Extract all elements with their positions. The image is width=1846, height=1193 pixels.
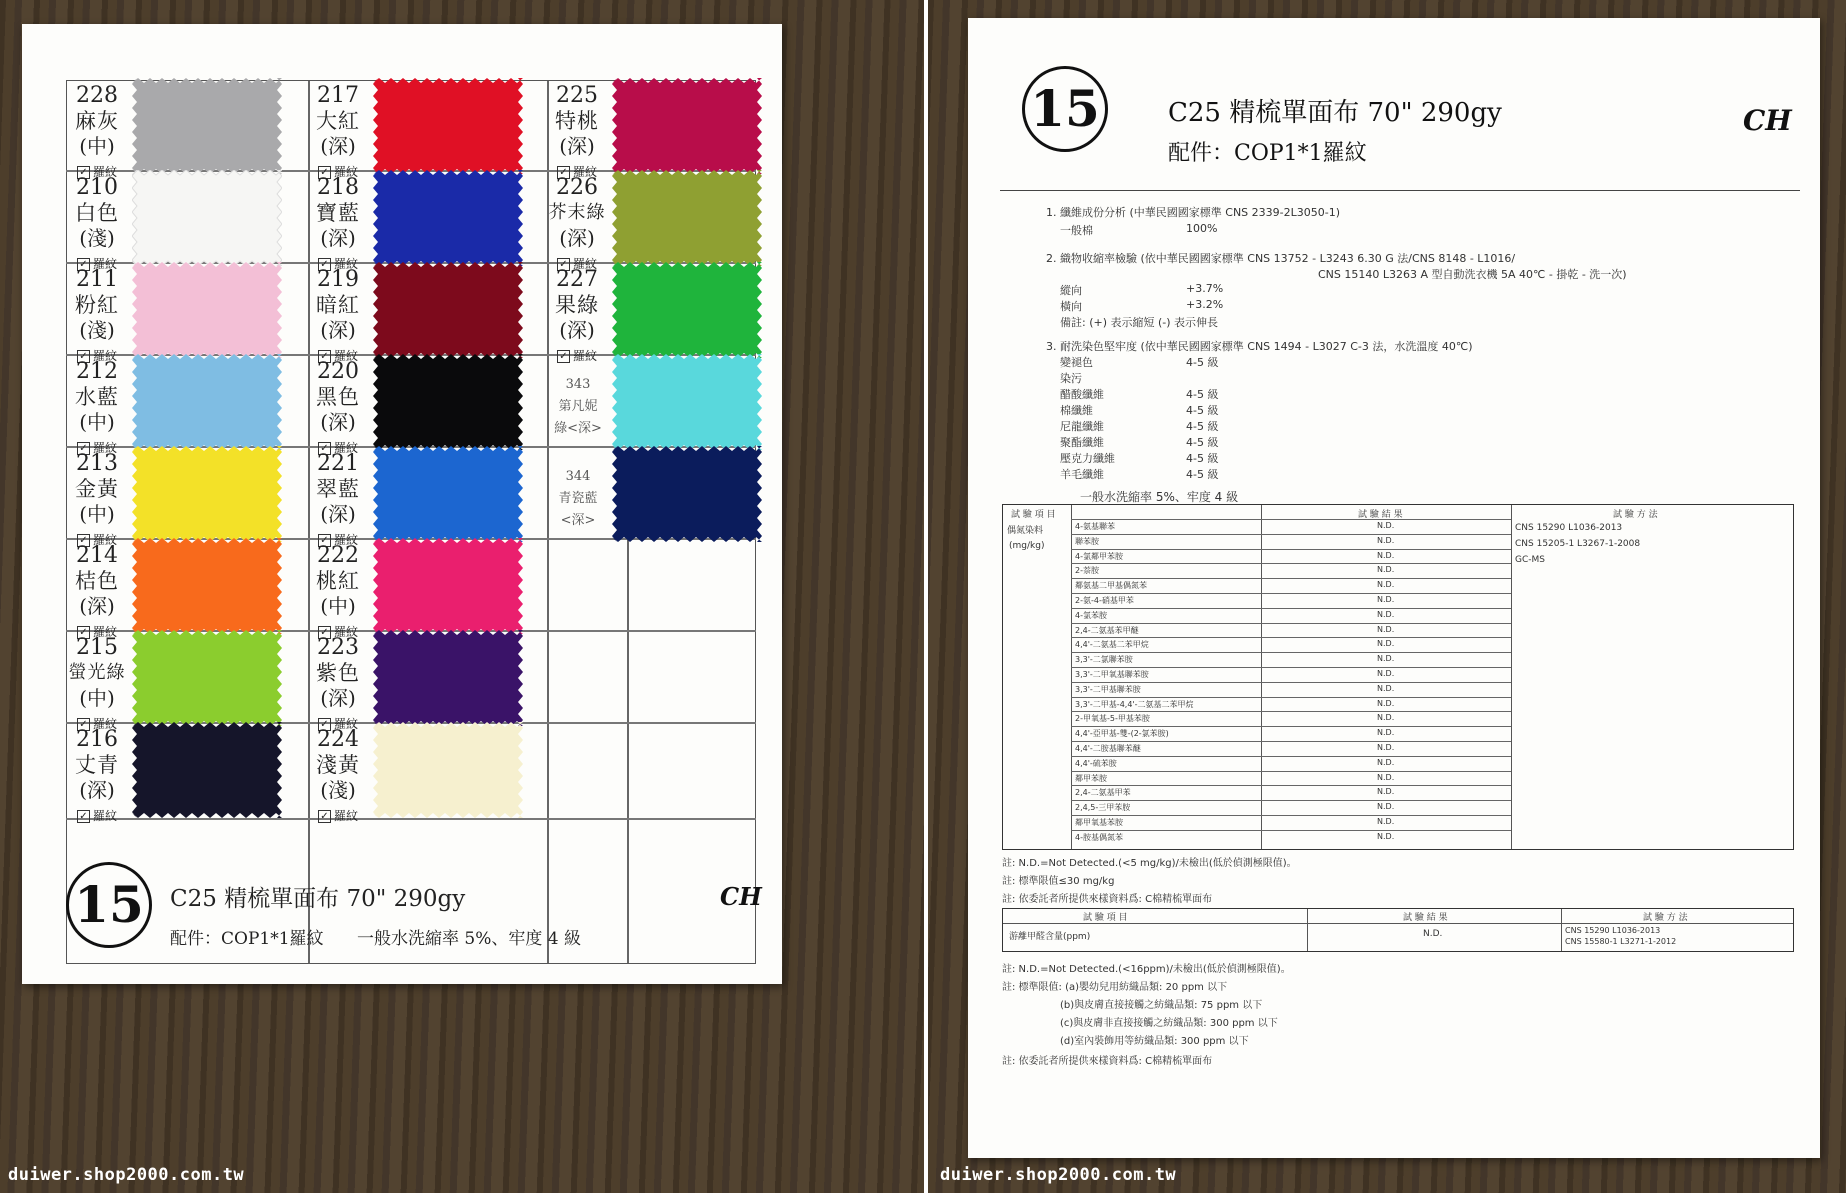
t1-method-0: CNS 15290 L1036-2013 bbox=[1515, 523, 1623, 533]
swatch-name: 暗紅 bbox=[316, 293, 360, 317]
swatch-code: 212 bbox=[76, 359, 118, 384]
table-row bbox=[1071, 608, 1511, 609]
card-title: C25 精梳單面布 70" 290gy bbox=[170, 886, 466, 912]
swatch-tone: (深) bbox=[559, 226, 595, 250]
rib-label: 羅紋 bbox=[572, 349, 597, 363]
swatch-228 bbox=[132, 78, 282, 174]
checkbox-icon: ✓ bbox=[557, 258, 570, 271]
swatch-name: 桃紅 bbox=[316, 569, 360, 593]
swatch-label-212 bbox=[66, 360, 128, 456]
table-row bbox=[1071, 519, 1511, 520]
note-8: (d)室內裝飾用等紡織品類: 300 ppm 以下 bbox=[1060, 1036, 1249, 1047]
t1-item: 4-氨基聯苯 bbox=[1075, 522, 1115, 531]
checkbox-icon: ✓ bbox=[77, 350, 90, 363]
sec3-key: 棉纖維 bbox=[1060, 404, 1093, 417]
checkbox-icon: ✓ bbox=[557, 350, 570, 363]
t1-result: N.D. bbox=[1377, 787, 1395, 797]
rib-label: 羅紋 bbox=[92, 809, 117, 823]
swatch-name: 淺黃 bbox=[316, 753, 360, 777]
swatch-tone: (深) bbox=[559, 134, 595, 158]
t1-item: 2,4-二氨基苯甲醚 bbox=[1075, 625, 1139, 635]
t2-method-1: CNS 15580-1 L3271-1-2012 bbox=[1565, 937, 1677, 946]
swatch-label-219 bbox=[307, 268, 369, 364]
rib-checkbox bbox=[307, 807, 369, 824]
sec3-key: 尼龍纖維 bbox=[1060, 420, 1104, 433]
swatch-tone: (深) bbox=[79, 594, 115, 618]
sec3-key: 羊毛纖維 bbox=[1060, 468, 1104, 481]
swatch-tone: <深> bbox=[560, 513, 596, 528]
sec1-title: 1. 纖維成份分析 (中華民國國家標準 CNS 2339-2L3050-1) bbox=[1046, 206, 1341, 219]
swatch-227 bbox=[612, 262, 762, 358]
swatch-label-343 bbox=[548, 374, 608, 440]
t1-result: N.D. bbox=[1377, 683, 1395, 693]
swatch-label-226 bbox=[546, 176, 608, 272]
t1-item: 3,3'-二甲基聯苯胺 bbox=[1075, 684, 1141, 694]
table-row bbox=[1071, 697, 1511, 698]
swatch-217 bbox=[373, 78, 523, 174]
sec3-key: 染污 bbox=[1060, 372, 1082, 385]
t1-item: 鄰甲氧基苯胺 bbox=[1075, 818, 1123, 827]
checkbox-icon: ✓ bbox=[77, 534, 90, 547]
swatch-code: 223 bbox=[317, 635, 359, 660]
swatch-226 bbox=[612, 170, 762, 266]
sec3-value: 4-5 級 bbox=[1186, 404, 1219, 417]
t1-result: N.D. bbox=[1377, 624, 1395, 634]
t1-item: 3,3'-二氯聯苯胺 bbox=[1075, 655, 1133, 665]
table-row bbox=[1071, 667, 1511, 668]
swatch-214 bbox=[132, 538, 282, 634]
rib-label: 羅紋 bbox=[572, 257, 597, 271]
rib-label: 羅紋 bbox=[333, 625, 358, 639]
swatch-name: 螢光綠 bbox=[68, 662, 126, 683]
swatch-name: 黑色 bbox=[316, 385, 360, 409]
t1-result: N.D. bbox=[1377, 713, 1395, 723]
table-row bbox=[1071, 711, 1511, 712]
swatch-216 bbox=[132, 722, 282, 818]
swatch-tone: 綠<深> bbox=[554, 421, 602, 436]
wash-summary: 一般水洗縮率 5%、牢度 4 級 bbox=[357, 929, 581, 949]
swatch-215 bbox=[132, 630, 282, 726]
swatch-label-224 bbox=[307, 728, 369, 824]
swatch-label-220 bbox=[307, 360, 369, 456]
t1-result: N.D. bbox=[1377, 669, 1395, 678]
swatch-tone: (深) bbox=[79, 778, 115, 802]
rib-label: 羅紋 bbox=[92, 441, 117, 455]
sec1-value: 100% bbox=[1186, 222, 1218, 235]
swatch-tone: (深) bbox=[320, 318, 356, 342]
t1-result: N.D. bbox=[1377, 550, 1395, 560]
swatch-tone: (中) bbox=[320, 594, 356, 618]
swatch-code: 224 bbox=[317, 727, 359, 752]
table-row bbox=[1071, 726, 1511, 727]
rib-label: 羅紋 bbox=[333, 441, 358, 455]
sec2-title2: CNS 15140 L3263 A 型自動洗衣機 5A 40℃ - 掛乾 - 洗一次) bbox=[1318, 268, 1627, 281]
t1-item: 2-萘胺 bbox=[1075, 566, 1099, 576]
note-5: 註: 標準限值: (a)嬰幼兒用紡織品類: 20 ppm 以下 bbox=[1002, 982, 1228, 993]
swatch-212 bbox=[132, 354, 282, 450]
test-report-card bbox=[968, 18, 1820, 1158]
t1-item: 4,4'-亞甲基-雙-(2-氯苯胺) bbox=[1075, 729, 1169, 739]
watermark-left: duiwer.shop2000.com.tw bbox=[8, 1165, 245, 1185]
rib-label: 羅紋 bbox=[333, 349, 358, 363]
sec2-key: 縱向 bbox=[1060, 284, 1082, 297]
sec3-key: 變褪色 bbox=[1060, 356, 1093, 369]
t1-result: N.D. bbox=[1377, 772, 1395, 782]
report-title: C25 精梳單面布 70" 290gy bbox=[1168, 98, 1502, 128]
t1-result: N.D. bbox=[1377, 802, 1395, 812]
t1-method-1: CNS 15205-1 L3267-1-2008 bbox=[1515, 539, 1641, 549]
swatch-name: 青瓷藍 bbox=[558, 491, 598, 506]
checkbox-icon: ✓ bbox=[77, 442, 90, 455]
checkbox-icon: ✓ bbox=[77, 718, 90, 731]
swatch-code: 211 bbox=[76, 267, 118, 292]
swatch-code: 215 bbox=[76, 635, 118, 660]
table-row bbox=[1071, 830, 1511, 831]
rib-label: 羅紋 bbox=[92, 165, 117, 179]
t1-item: 4-胺基偶氮苯 bbox=[1075, 832, 1123, 842]
swatch-344 bbox=[612, 446, 762, 542]
t1-item: 鄰氨基二甲基偶氮苯 bbox=[1075, 581, 1147, 591]
checkbox-icon: ✓ bbox=[77, 166, 90, 179]
swatch-code: 218 bbox=[317, 175, 359, 200]
t1-item: 4-氯苯胺 bbox=[1075, 610, 1107, 620]
swatch-name: 大紅 bbox=[316, 109, 360, 133]
swatch-code: 220 bbox=[317, 359, 359, 384]
t1-item: 3,3'-二甲基-4,4'-二氨基二苯甲烷 bbox=[1075, 699, 1194, 709]
sec2-value: +3.2% bbox=[1186, 298, 1224, 311]
table-row bbox=[1071, 815, 1511, 816]
checkbox-icon: ✓ bbox=[318, 258, 331, 271]
t1-result: N.D. bbox=[1377, 654, 1395, 664]
checkbox-icon: ✓ bbox=[318, 534, 331, 547]
swatch-tone: (中) bbox=[79, 686, 115, 710]
formaldehyde-table bbox=[1002, 908, 1794, 952]
note-1: 註: N.D.=Not Detected.(<5 mg/kg)/未檢出(低於偵測極限值)。 bbox=[1002, 858, 1297, 869]
panel-divider bbox=[924, 0, 928, 1193]
t1-item: 2,4,5-三甲苯胺 bbox=[1075, 803, 1131, 813]
sec3-key: 壓克力纖維 bbox=[1060, 452, 1115, 465]
swatch-label-223 bbox=[307, 636, 369, 732]
sec2-key: 橫向 bbox=[1060, 300, 1082, 313]
sec3-key: 醋酸纖維 bbox=[1060, 388, 1104, 401]
swatch-name: 麻灰 bbox=[75, 109, 119, 133]
t1-result: N.D. bbox=[1377, 521, 1395, 530]
t1-item: 2,4-二氨基甲苯 bbox=[1075, 788, 1131, 798]
checkbox-icon: ✓ bbox=[318, 626, 331, 639]
checkbox-icon: ✓ bbox=[318, 442, 331, 455]
rib-label: 羅紋 bbox=[333, 257, 358, 271]
checkbox-icon: ✓ bbox=[318, 810, 331, 823]
swatch-code: 227 bbox=[556, 267, 598, 292]
swatch-label-217 bbox=[307, 84, 369, 180]
t1-result: N.D. bbox=[1377, 565, 1395, 575]
swatch-224 bbox=[373, 722, 523, 818]
t1-result: N.D. bbox=[1377, 757, 1395, 767]
t1-result: N.D. bbox=[1377, 698, 1395, 708]
checkbox-icon: ✓ bbox=[77, 626, 90, 639]
table-row bbox=[1071, 563, 1511, 564]
swatch-label-225 bbox=[546, 84, 608, 180]
t1-item: 聯苯胺 bbox=[1075, 536, 1099, 546]
swatch-222 bbox=[373, 538, 523, 634]
swatch-name: 水藍 bbox=[75, 385, 119, 409]
t1-item: 2-甲氧基-5-甲基苯胺 bbox=[1075, 714, 1150, 724]
t1-item: 2-氨-4-硝基甲苯 bbox=[1075, 596, 1134, 605]
note-6: (b)與皮膚直接接觸之紡織品類: 75 ppm 以下 bbox=[1060, 1000, 1263, 1011]
rib-label: 羅紋 bbox=[92, 257, 117, 271]
t2-header-method: 試 驗 方 法 bbox=[1643, 913, 1688, 923]
swatch-343 bbox=[612, 354, 762, 450]
swatch-name: 紫色 bbox=[316, 661, 360, 685]
swatch-name: 寶藍 bbox=[316, 201, 360, 225]
rib-checkbox bbox=[66, 807, 128, 824]
t1-result: N.D. bbox=[1377, 609, 1395, 619]
sec3-value: 4-5 級 bbox=[1186, 420, 1219, 433]
t1-item: 3,3'-二甲氧基聯苯胺 bbox=[1075, 670, 1149, 679]
swatch-code: 225 bbox=[556, 83, 598, 108]
t1-result: N.D. bbox=[1377, 639, 1395, 649]
checkbox-icon: ✓ bbox=[557, 166, 570, 179]
t1-group: 偶氮染料 bbox=[1007, 526, 1044, 536]
table-row bbox=[1071, 771, 1511, 772]
table-row bbox=[1071, 785, 1511, 786]
report-accessory: 配件：COP1*1羅紋 bbox=[1168, 141, 1367, 166]
table-row bbox=[1071, 593, 1511, 594]
swatch-tone: (淺) bbox=[320, 778, 356, 802]
grid-row-divider bbox=[66, 818, 756, 820]
t1-header-item: 試 驗 項 目 bbox=[1011, 510, 1056, 520]
swatch-code: 219 bbox=[317, 267, 359, 292]
swatch-name: 翠藍 bbox=[316, 477, 360, 501]
accessory-label: 配件：COP1*1羅紋 bbox=[170, 929, 324, 949]
t1-method-2: GC-MS bbox=[1515, 555, 1545, 565]
table-row bbox=[1071, 741, 1511, 742]
swatch-tone: (中) bbox=[79, 410, 115, 434]
t1-header-method: 試 驗 方 法 bbox=[1613, 510, 1658, 520]
swatch-tone: (深) bbox=[320, 686, 356, 710]
header-rule bbox=[1000, 190, 1800, 191]
swatch-name: 芥末綠 bbox=[548, 202, 606, 223]
swatch-label-228 bbox=[66, 84, 128, 180]
table-row bbox=[1071, 682, 1511, 683]
rib-label: 羅紋 bbox=[92, 349, 117, 363]
sec3-value: 4-5 級 bbox=[1186, 356, 1219, 369]
rib-label: 羅紋 bbox=[92, 717, 117, 731]
rib-label: 羅紋 bbox=[333, 533, 358, 547]
swatch-label-218 bbox=[307, 176, 369, 272]
t1-result: N.D. bbox=[1377, 580, 1395, 590]
rib-checkbox bbox=[546, 347, 608, 364]
sec2-note: 備註: (+) 表示縮短 (-) 表示伸長 bbox=[1060, 316, 1219, 329]
table-row bbox=[1071, 637, 1511, 638]
t1-item: 4,4'-二氨基二苯甲烷 bbox=[1075, 640, 1149, 650]
t2-method-0: CNS 15290 L1036-2013 bbox=[1565, 926, 1661, 935]
t2-result: N.D. bbox=[1423, 929, 1443, 939]
swatch-name: 白色 bbox=[75, 201, 119, 225]
badge-15: 15 bbox=[66, 862, 152, 948]
swatch-label-211 bbox=[66, 268, 128, 364]
sec3-value: 4-5 級 bbox=[1186, 468, 1219, 481]
t1-item: 4-氯鄰甲苯胺 bbox=[1075, 551, 1123, 561]
rib-label: 羅紋 bbox=[333, 809, 358, 823]
checkbox-icon: ✓ bbox=[77, 258, 90, 271]
t1-item: 鄰甲苯胺 bbox=[1075, 773, 1107, 783]
swatch-label-213 bbox=[66, 452, 128, 548]
swatch-code: 226 bbox=[556, 175, 598, 200]
t1-item: 4,4'-硫苯胺 bbox=[1075, 758, 1117, 768]
table-row bbox=[1071, 534, 1511, 535]
t1-header-result: 試 驗 結 果 bbox=[1358, 510, 1403, 520]
swatch-tone: (淺) bbox=[79, 318, 115, 342]
report-badge-15: 15 bbox=[1022, 66, 1108, 152]
swatch-code: 228 bbox=[76, 83, 118, 108]
rib-label: 羅紋 bbox=[333, 165, 358, 179]
rib-label: 羅紋 bbox=[92, 533, 117, 547]
sec2-title: 2. 織物收縮率檢驗 (依中華民國國家標準 CNS 13752 - L3243 6.30 G 法/CNS 8148 - L1016/ bbox=[1046, 252, 1516, 265]
swatch-code: 214 bbox=[76, 543, 118, 568]
swatch-code: 344 bbox=[565, 469, 591, 484]
swatch-label-216 bbox=[66, 728, 128, 824]
t1-item: 4,4'-二胺基聯苯醚 bbox=[1075, 744, 1141, 753]
t1-result: N.D. bbox=[1377, 743, 1395, 752]
swatch-221 bbox=[373, 446, 523, 542]
swatch-label-222 bbox=[307, 544, 369, 640]
swatch-code: 222 bbox=[317, 543, 359, 568]
swatch-name: 特桃 bbox=[555, 109, 599, 133]
rib-label: 羅紋 bbox=[92, 625, 117, 639]
swatch-label-210 bbox=[66, 176, 128, 272]
sec3-key: 聚酯纖維 bbox=[1060, 436, 1104, 449]
swatch-tone: (淺) bbox=[79, 226, 115, 250]
swatch-219 bbox=[373, 262, 523, 358]
t1-unit: (mg/kg) bbox=[1009, 541, 1045, 551]
swatch-code: 221 bbox=[317, 451, 359, 476]
sec3-title: 3. 耐洗染色堅牢度 (依中華民國國家標準 CNS 1494 - L3027 C-3 法，水洗溫度 40℃) bbox=[1046, 340, 1473, 353]
swatch-name: 丈青 bbox=[75, 753, 119, 777]
swatch-name: 果綠 bbox=[555, 293, 599, 317]
table-row bbox=[1071, 623, 1511, 624]
t2-header-result: 試 驗 結 果 bbox=[1403, 913, 1448, 923]
swatch-label-227 bbox=[546, 268, 608, 364]
checkbox-icon: ✓ bbox=[77, 810, 90, 823]
checkbox-icon: ✓ bbox=[318, 718, 331, 731]
t1-result: N.D. bbox=[1377, 728, 1395, 738]
table-row bbox=[1071, 800, 1511, 801]
ch-logo: CH bbox=[720, 882, 762, 911]
checkbox-icon: ✓ bbox=[318, 166, 331, 179]
note-4: 註: N.D.=Not Detected.(<16ppm)/未檢出(低於偵測極限值)。 bbox=[1002, 964, 1291, 975]
t1-result: N.D. bbox=[1377, 535, 1395, 545]
sec3-value: 4-5 級 bbox=[1186, 388, 1219, 401]
sec3-summary: 一般水洗縮率 5%、牢度 4 級 bbox=[1080, 490, 1239, 504]
note-7: (c)與皮膚非直接接觸之紡織品類: 300 ppm 以下 bbox=[1060, 1018, 1278, 1029]
swatch-name: 粉紅 bbox=[75, 293, 119, 317]
swatch-tone: (深) bbox=[559, 318, 595, 342]
note-9: 註: 依委託者所提供來樣資料爲: C棉精梳單面布 bbox=[1002, 1056, 1213, 1067]
table-row bbox=[1071, 549, 1511, 550]
rib-label: 羅紋 bbox=[333, 717, 358, 731]
swatch-card bbox=[22, 24, 782, 984]
table-row bbox=[1071, 652, 1511, 653]
t1-result: N.D. bbox=[1377, 831, 1395, 841]
swatch-220 bbox=[373, 354, 523, 450]
swatch-code: 213 bbox=[76, 451, 118, 476]
t2-item: 游離甲醛含量(ppm) bbox=[1009, 932, 1091, 942]
swatch-tone: (深) bbox=[320, 502, 356, 526]
swatch-tone: (深) bbox=[320, 226, 356, 250]
t1-result: N.D. bbox=[1377, 595, 1395, 604]
swatch-tone: (深) bbox=[320, 410, 356, 434]
swatch-code: 343 bbox=[565, 377, 591, 392]
swatch-code: 216 bbox=[76, 727, 118, 752]
swatch-218 bbox=[373, 170, 523, 266]
table-row bbox=[1071, 756, 1511, 757]
swatch-213 bbox=[132, 446, 282, 542]
sec1-item: 一般棉 bbox=[1060, 224, 1093, 237]
swatch-tone: (中) bbox=[79, 134, 115, 158]
swatch-label-214 bbox=[66, 544, 128, 640]
swatch-name: 第凡妮 bbox=[558, 399, 598, 414]
swatch-code: 210 bbox=[76, 175, 118, 200]
swatch-label-215 bbox=[66, 636, 128, 732]
swatch-name: 桔色 bbox=[75, 569, 119, 593]
note-2: 註: 標準限值≤30 mg/kg bbox=[1002, 876, 1115, 887]
swatch-code: 217 bbox=[317, 83, 359, 108]
note-3: 註: 依委託者所提供來樣資料爲: C棉精梳單面布 bbox=[1002, 894, 1213, 905]
t1-result: N.D. bbox=[1377, 817, 1395, 826]
t2-header-item: 試 驗 項 目 bbox=[1083, 913, 1128, 923]
azo-dye-table bbox=[1002, 504, 1794, 850]
swatch-223 bbox=[373, 630, 523, 726]
swatch-210 bbox=[132, 170, 282, 266]
checkbox-icon: ✓ bbox=[318, 350, 331, 363]
swatch-name: 金黃 bbox=[75, 477, 119, 501]
sec3-value: 4-5 級 bbox=[1186, 436, 1219, 449]
sec2-value: +3.7% bbox=[1186, 282, 1224, 295]
swatch-tone: (深) bbox=[320, 134, 356, 158]
swatch-label-221 bbox=[307, 452, 369, 548]
report-logo: CH bbox=[1743, 104, 1792, 137]
rib-label: 羅紋 bbox=[572, 165, 597, 179]
sec3-value: 4-5 級 bbox=[1186, 452, 1219, 465]
swatch-label-344 bbox=[548, 466, 608, 532]
watermark-right: duiwer.shop2000.com.tw bbox=[940, 1165, 1177, 1185]
swatch-211 bbox=[132, 262, 282, 358]
table-row bbox=[1071, 578, 1511, 579]
swatch-tone: (中) bbox=[79, 502, 115, 526]
swatch-225 bbox=[612, 78, 762, 174]
